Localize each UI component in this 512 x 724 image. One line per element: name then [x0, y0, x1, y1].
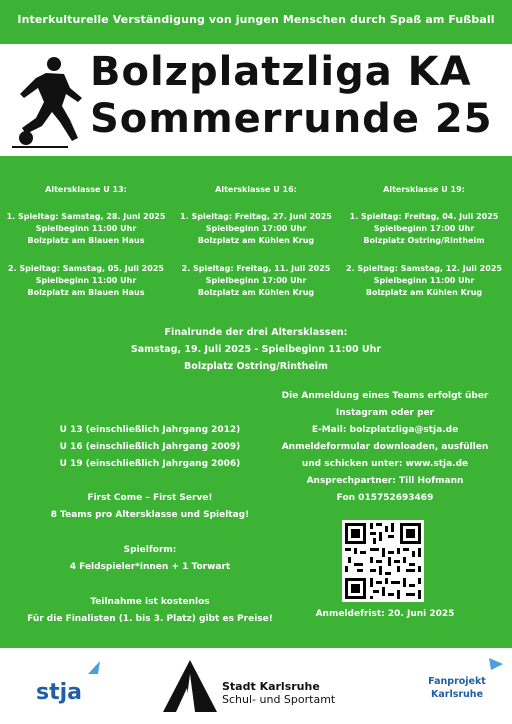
final-round-venue: Bolzplatz Ostring/Rintheim: [184, 361, 328, 372]
match-start: Spielbeginn 11:00 Uhr: [35, 224, 137, 233]
match-start: Spielbeginn 17:00 Uhr: [205, 276, 307, 285]
registration-line: Instagram oder per: [335, 408, 435, 418]
match-start: Spielbeginn 11:00 Uhr: [373, 276, 475, 285]
birth-year-u16: U 16 (einschließlich Jahrgang 2009): [59, 442, 241, 452]
qr-code[interactable]: [342, 520, 424, 602]
final-round-date: Samstag, 19. Juli 2025 - Spielbeginn 11:00 Uhr: [130, 344, 382, 355]
match-day: [171, 211, 341, 247]
final-round: [0, 324, 512, 375]
info-panel: [0, 156, 512, 648]
match-date: 1. Spieltag: Samstag, 28. Juni 2025: [6, 212, 166, 221]
match-date: 1. Spieltag: Freitag, 27. Juni 2025: [180, 212, 332, 221]
prizes-line: Für die Finalisten (1. bis 3. Platz) gibt es Preise!: [27, 614, 273, 624]
birth-year-u19: U 19 (einschließlich Jahrgang 2006): [59, 459, 241, 469]
stja-logo-mark-icon: [86, 660, 100, 674]
karlsruhe-logo-title: Stadt Karlsruhe: [222, 680, 320, 693]
fanprojekt-logo-line-1: Fanprojekt: [428, 676, 486, 687]
match-date: 2. Spieltag: Samstag, 05. Juli 2025: [8, 264, 164, 273]
match-day: [1, 211, 171, 247]
match-start: Spielbeginn 17:00 Uhr: [373, 224, 475, 233]
match-venue: Bolzplatz am Kühlen Krug: [197, 288, 315, 297]
tagline: Interkulturelle Verständigung von jungen Menschen durch Spaß am Fußball: [17, 13, 495, 26]
match-venue: Bolzplatz Ostring/Rintheim: [363, 236, 485, 245]
game-format-text: 4 Feldspieler*innen + 1 Torwart: [69, 562, 231, 572]
karlsruhe-logo-icon: [163, 660, 217, 712]
website-line[interactable]: und schicken unter: www.stja.de: [301, 459, 469, 469]
phone-number: Fon 015752693469: [336, 493, 434, 503]
match-venue: Bolzplatz am Blauen Haus: [27, 236, 145, 245]
match-day: [1, 263, 171, 299]
game-format: [0, 542, 300, 576]
final-round-heading: Finalrunde der drei Altersklassen:: [164, 327, 348, 338]
teams-per-day-line: 8 Teams pro Altersklasse und Spieltag!: [50, 510, 250, 520]
birth-years: [0, 422, 300, 473]
match-day: [339, 211, 509, 247]
match-day: [171, 263, 341, 299]
first-come-note: [0, 490, 300, 524]
match-day: [339, 263, 509, 299]
registration-line: Anmeldeformular downloaden, ausfüllen: [281, 442, 489, 452]
registration-line: Die Anmeldung eines Teams erfolgt über: [281, 391, 489, 401]
title-line-1: Bolzplatzliga KA: [90, 49, 472, 95]
birth-year-u13: U 13 (einschließlich Jahrgang 2012): [59, 425, 241, 435]
contact-person: Ansprechpartner: Till Hofmann: [306, 476, 464, 486]
match-date: 2. Spieltag: Freitag, 11. Juli 2025: [181, 264, 331, 273]
stja-logo-text: stja: [36, 680, 82, 705]
age-group-u13: [1, 184, 171, 315]
first-come-line: First Come – First Serve!: [87, 493, 213, 503]
email-line[interactable]: E-Mail: bolzplatzliga@stja.de: [311, 425, 459, 435]
match-venue: Bolzplatz am Kühlen Krug: [197, 236, 315, 245]
karlsruhe-logo-subtitle: Schul- und Sportamt: [222, 693, 336, 706]
match-start: Spielbeginn 17:00 Uhr: [205, 224, 307, 233]
match-start: Spielbeginn 11:00 Uhr: [35, 276, 137, 285]
tagline-band: [0, 0, 512, 44]
title-line-2: Sommerrunde 25: [90, 96, 493, 142]
match-date: 2. Spieltag: Samstag, 12. Juli 2025: [346, 264, 502, 273]
age-group-heading: Altersklasse U 19:: [383, 185, 465, 194]
football-player-icon: [8, 54, 86, 149]
free-line: Teilnahme ist kostenlos: [90, 597, 210, 607]
age-group-u19: [339, 184, 509, 315]
free-participation: [0, 594, 300, 628]
age-group-heading: Altersklasse U 13:: [45, 185, 127, 194]
age-group-u16: [171, 184, 341, 315]
game-format-heading: Spielform:: [123, 545, 177, 555]
match-date: 1. Spieltag: Freitag, 04. Juli 2025: [349, 212, 499, 221]
registration-deadline: Anmeldefrist: 20. Juni 2025: [315, 609, 455, 619]
fanprojekt-logo-line-2: Karlsruhe: [430, 689, 484, 700]
registration-info: [265, 388, 505, 507]
match-venue: Bolzplatz am Kühlen Krug: [365, 288, 483, 297]
fanprojekt-logo-mark-icon: [489, 657, 503, 671]
match-venue: Bolzplatz am Blauen Haus: [27, 288, 145, 297]
age-group-heading: Altersklasse U 16:: [215, 185, 297, 194]
